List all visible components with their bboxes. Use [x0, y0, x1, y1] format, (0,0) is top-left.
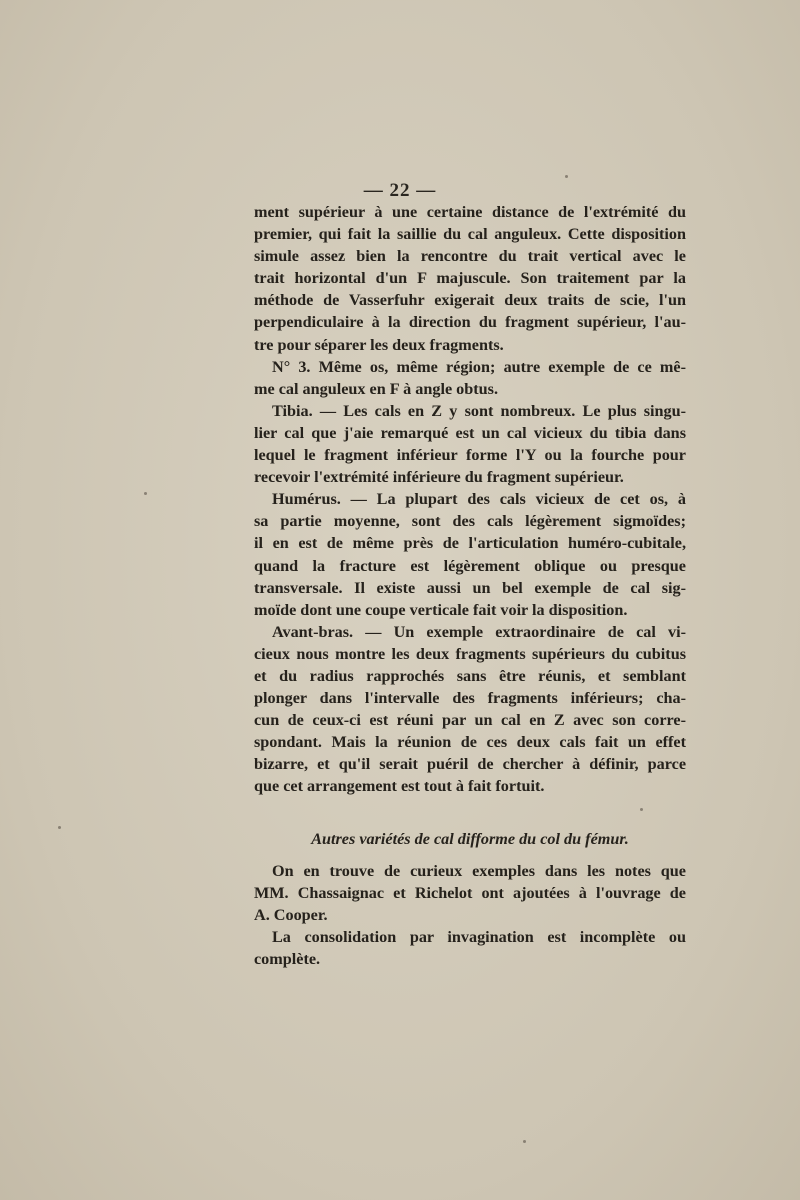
text-line: trait horizontal d'un F majuscule. Son traitement par la	[254, 269, 686, 288]
text-line: méthode de Vasserfuhr exigerait deux traits de scie, l'un	[254, 291, 686, 310]
text-line: premier, qui fait la saillie du cal anguleux. Cette disposition	[254, 225, 686, 244]
text-line: La consolidation par invagination est incomplète ou	[272, 927, 686, 946]
text-line: que cet arrangement est tout à fait fortuit.	[254, 777, 545, 796]
text-line: bizarre, et qu'il serait puéril de chercher à définir, parce	[254, 755, 686, 774]
paper-speck	[58, 826, 61, 829]
text-line: lier cal que j'aie remarqué est un cal vicieux du tibia dans	[254, 423, 686, 442]
text-line: quand la fracture est légèrement oblique ou presque	[254, 556, 686, 575]
text-line: A. Cooper.	[254, 905, 328, 924]
paper-speck	[523, 1140, 526, 1143]
text-line: plonger dans l'intervalle des fragments inférieurs; cha-	[254, 689, 686, 708]
text-line: il en est de même près de l'articulation huméro-cubitale,	[254, 534, 686, 553]
section-heading: Autres variétés de cal difforme du col du fémur.	[311, 829, 629, 848]
text-line: MM. Chassaignac et Richelot ont ajoutées à l'ouvrage de	[254, 883, 686, 902]
text-line: perpendiculaire à la direction du fragment supérieur, l'au-	[254, 313, 686, 332]
paper-speck	[144, 492, 147, 495]
text-line: cieux nous montre les deux fragments supérieurs du cubitus	[254, 644, 686, 663]
text-line: simule assez bien la rencontre du trait vertical avec le	[254, 247, 686, 266]
text-line: ment supérieur à une certaine distance de l'extrémité du	[254, 203, 686, 221]
text-line: On en trouve de curieux exemples dans les notes que	[272, 861, 686, 880]
text-line: et du radius rapprochés sans être réunis, et semblant	[254, 666, 686, 685]
text-line: Avant-bras. — Un exemple extraordinaire de cal vi-	[272, 622, 686, 641]
text-line: moïde dont une coupe verticale fait voir la disposition.	[254, 600, 628, 619]
paper-speck	[565, 175, 568, 178]
text-line: me cal anguleux en F à angle obtus.	[254, 379, 499, 398]
paper-speck	[640, 808, 643, 811]
body-text	[254, 201, 686, 970]
text-line: complète.	[254, 950, 321, 968]
text-line: N° 3. Même os, même région; autre exemple de ce mê-	[272, 357, 686, 376]
text-line: lequel le fragment inférieur forme l'Y ou la fourche pour	[254, 446, 686, 465]
text-line: spondant. Mais la réunion de ces deux cals fait un effet	[254, 733, 686, 752]
text-line: tre pour séparer les deux fragments.	[254, 335, 504, 354]
text-line: recevoir l'extrémité inférieure du fragment supérieur.	[254, 468, 624, 487]
text-line: sa partie moyenne, sont des cals légèrement sigmoïdes;	[254, 512, 686, 531]
text-line: cun de ceux-ci est réuni par un cal en Z avec son corre-	[254, 711, 686, 730]
text-line: Tibia. — Les cals en Z y sont nombreux. Le plus singu-	[272, 401, 686, 420]
text-line: Humérus. — La plupart des cals vicieux de cet os, à	[272, 490, 686, 509]
page-number: — 22 —	[363, 180, 437, 201]
text-line: transversale. Il existe aussi un bel exemple de cal sig-	[254, 578, 686, 597]
